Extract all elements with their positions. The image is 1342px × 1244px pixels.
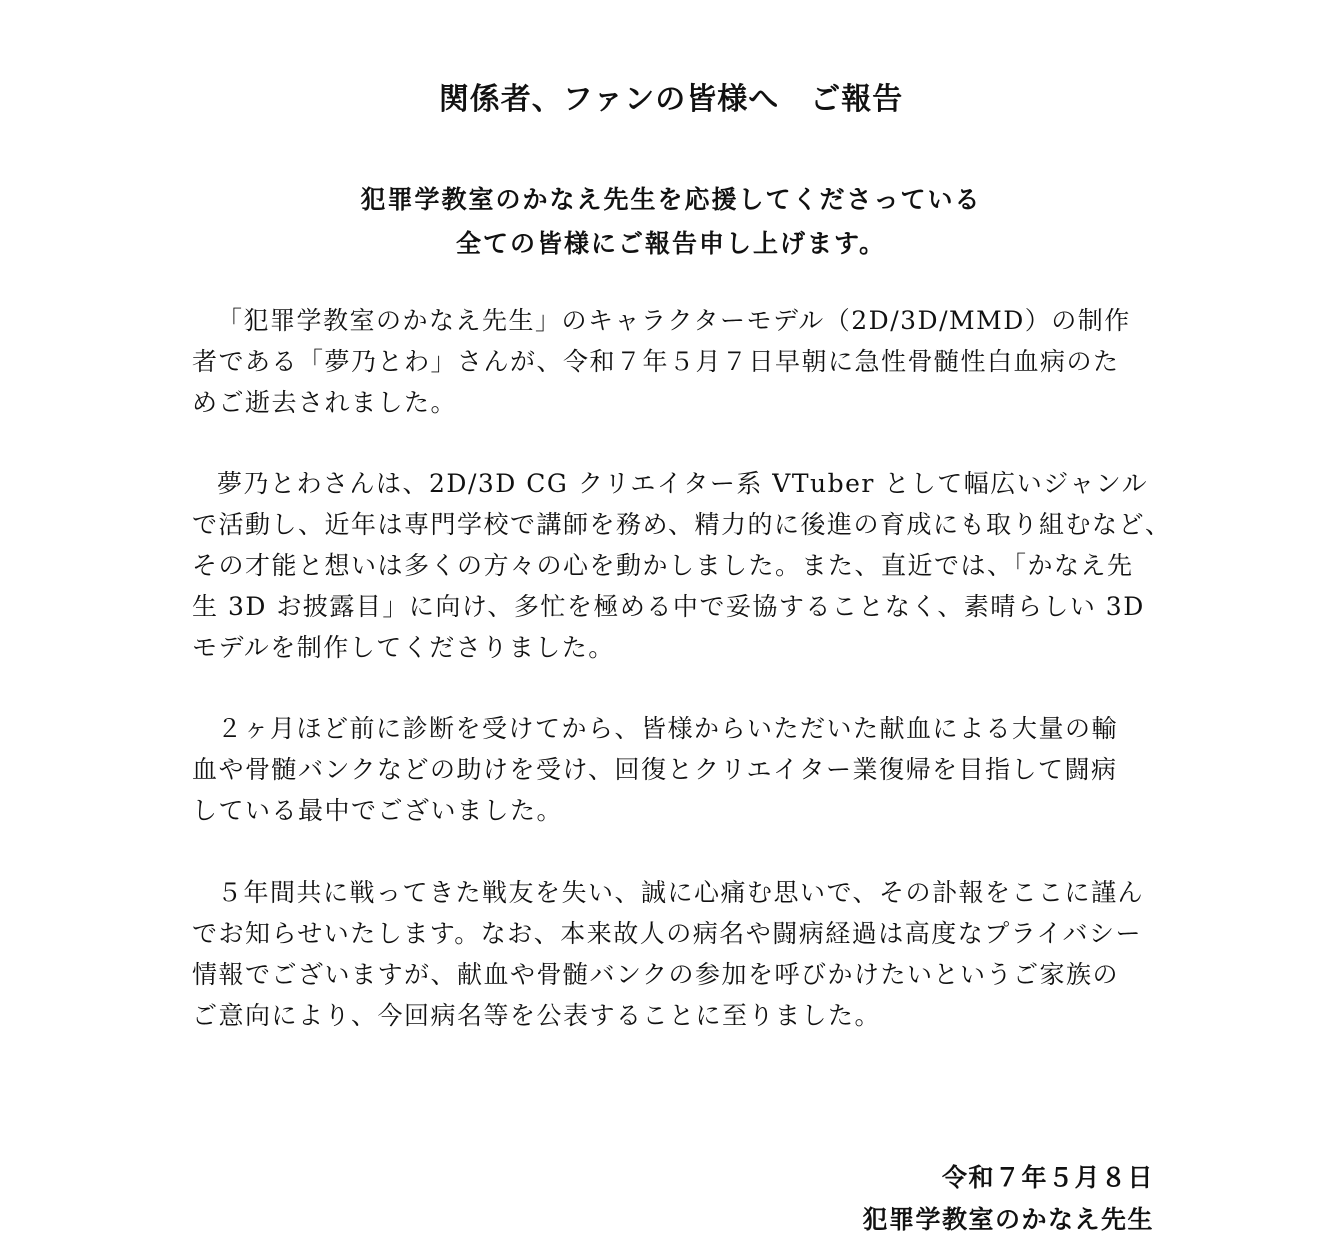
paragraph-line: その才能と想いは多くの方々の心を動かしました。また、直近では、「かなえ先 (192, 551, 1134, 580)
lead-line-2: 全ての皆様にご報告申し上げます。 (455, 229, 886, 258)
paragraph-line: 血や骨髄バンクなどの助けを受け、回復とクリエイター業復帰を目指して闘病 (192, 755, 1118, 784)
paragraph-line: で活動し、近年は専門学校で講師を務め、精力的に後進の育成にも取り組むなど、 (192, 510, 1172, 539)
paragraph-line: 「犯罪学教室のかなえ先生」のキャラクターモデル（2D/3D/MMD）の制作 (217, 306, 1131, 335)
paragraph-line: ご意向により、今回病名等を公表することに至りました。 (192, 1001, 882, 1030)
paragraph-creator-passing (192, 300, 1172, 423)
paragraph-line: している最中でございました。 (192, 796, 564, 825)
signature-date: 令和７年５月８日 (941, 1163, 1154, 1192)
paragraph-announcement (192, 872, 1172, 1036)
paragraph-illness-history (192, 708, 1172, 831)
paragraph-line: めご逝去されました。 (192, 388, 458, 417)
paragraph-line: 夢乃とわさんは、2D/3D CG クリエイター系 VTuber として幅広いジャンル (217, 469, 1149, 498)
paragraph-line: モデルを制作してくださりました。 (192, 633, 615, 662)
paragraph-line: 生 3D お披露目」に向け、多忙を極める中で妥協することなく、素晴らしい 3D (192, 592, 1145, 621)
paragraph-line: でお知らせいたします。なお、本来故人の病名や闘病経過は高度なプライバシー (192, 919, 1143, 948)
lead-line-1: 犯罪学教室のかなえ先生を応援してくださっている (360, 185, 982, 214)
paragraph-line: 情報でございますが、献血や骨髄バンクの参加を呼びかけたいというご家族の (192, 960, 1120, 989)
paragraph-creator-activities (192, 463, 1172, 668)
paragraph-line: ２ヶ月ほど前に診断を受けてから、皆様からいただいた献血による大量の輸 (217, 714, 1119, 743)
signature-name: 犯罪学教室のかなえ先生 (862, 1205, 1154, 1234)
paragraph-line: ５年間共に戦ってきた戦友を失い、誠に心痛む思いで、その訃報をここに謹ん (217, 878, 1145, 907)
paragraph-line: 者である「夢乃とわ」さんが、令和７年５月７日早朝に急性骨髄性白血病のた (192, 347, 1120, 376)
document-title: 関係者、ファンの皆様へ ご報告 (438, 82, 904, 117)
